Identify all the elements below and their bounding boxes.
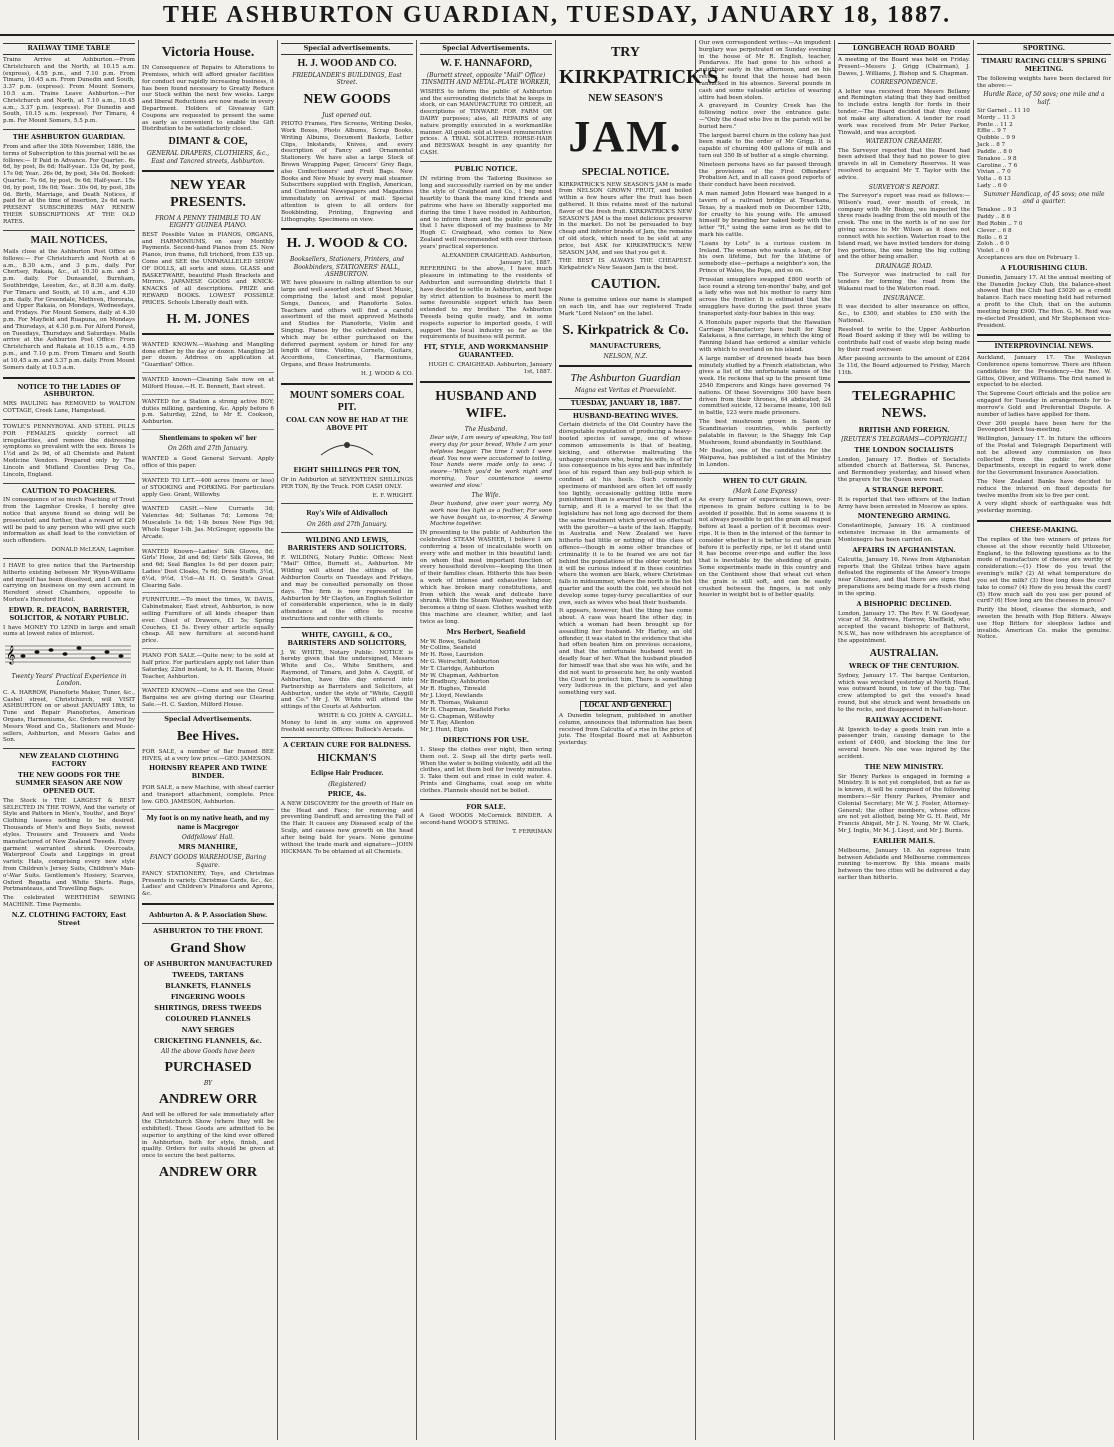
weight-entry: Zoloh .. 6 0 bbox=[977, 241, 1010, 248]
hickman-text: A NEW DISCOVERY for the growth of Hair on the Head and Face; for removing and preventing Dandruff, and arresting the Fall of the Hair. It causes any Diseased scalp of the Scalp, and causes new growth on the head after being bald for years. None genuine without the trade mark and signature—JOHN HICKMAN. To be obtained at all Chemists. bbox=[281, 800, 413, 855]
grand-show-foot: All the above Goods have been bbox=[161, 1047, 255, 1055]
caygill-text: J. W. WHITE, Notary Public. NOTICE is hereby given that the undersigned, Messrs White and Co., White Smithers, and Raymond, of Timaru, and John A. Caygill, of Ashburton, have this day entered into Partnership as Barristers and Solicitors, at Ashburton, under the style of "White, Caygill and Co." Mr J. W. White will attend the sittings of the Courts at Ashburton. bbox=[281, 649, 413, 711]
ladies-text: MRS PAULING has REMOVED to WALTON COTTAGE, Creek Lane, Hampstead. bbox=[3, 401, 135, 415]
drainage-label: DRAINAGE ROAD. bbox=[875, 263, 933, 271]
special-notice-text: KIRKPATRICK'S NEW SEASON'S JAM is made from NELSON GROWN FRUIT, and boiled within a few hours after the fruit has been gathered. It thus retains most of the natural flavor of the fresh fruit. KIRKPATRICK'S NEW SEASON'S JAM is the most delicious preserve in the market. Do not be persuaded to buy cheap and inferior brands of Jam, the remains of old stock, which need to be sold at any price, but ASK for KIRKPATRICK'S NEW SEASON JAM, and see that you get it. bbox=[559, 181, 692, 256]
wanted-ad: WANTED TO LET.—400 acres (more or less) of STOOKING and FORKING. For particulars apply Geo. Grant, Willowby. bbox=[142, 476, 274, 502]
price-label: PRICE, 4s. bbox=[327, 789, 367, 798]
local-item: Our own correspondent writes:—An impudent burglary was perpetrated on Sunday evening in the house of Mr R. English, teacher, Pendarves. He had gone to his school a neighbor early in the afternoon, and on his return he found that the house had been ransacked in his absence. Several pounds in cash and some valuable articles of wearing attire had been stolen. bbox=[699, 40, 831, 101]
new-season-label: NEW SEASON'S bbox=[588, 93, 663, 105]
column-3 bbox=[278, 40, 417, 1440]
agent-item: Mr H. Chapman, Seafield Forks bbox=[420, 706, 510, 713]
weight-entry: Quibble .. 9 9 bbox=[977, 135, 1016, 142]
divider bbox=[142, 333, 274, 335]
interprovincial-text: The Supreme Court officials and the police are engaged for Tuesday in arrangements for to-morrow's Gold and Preferential Dispute. A number of ladies have applied for them. bbox=[977, 391, 1111, 418]
piano-sale-ad: PIANO FOR SALE.—Quite new; to be sold at half price. For particulars apply not later than Saturday, 22nd instant, to A. H. Bacon, Music Teacher, Ashburton. bbox=[142, 651, 274, 684]
tweeds-item: BLANKETS, FLANNELS bbox=[165, 982, 251, 991]
public-notice-signature: ALEXANDER CRAIGHEAD. Ashburton, January 1st, 1887. bbox=[441, 252, 552, 266]
rail-accident-heading: RAILWAY ACCIDENT. bbox=[865, 715, 943, 724]
local-item: Prussian smugglers swapped £800 worth of lace round a strong ten-months' baby, and got a lady who was not his mother to carry him across the frontier. It is estimated that the smugglers have during the past three years transported sixty-four babies in this way. bbox=[699, 276, 831, 317]
divider bbox=[559, 365, 692, 367]
mail-heading: MAIL NOTICES. bbox=[30, 234, 108, 246]
new-goods-heading: NEW GOODS bbox=[303, 91, 391, 107]
road-board-text: After passing accounts to the amount of £264 3s 11d, the Board adjourned to Friday, March 11th. bbox=[838, 355, 970, 376]
divider bbox=[838, 381, 970, 383]
craighead-text: REFERRING to the above, I have much pleasure in intimating to the residents of Ashburton and surrounding districts that I have decided to settle in Ashburton, and hope by strict attention to business to merit the same favourable support which has been extended to my brother. The Ashburton Tweeds being quite ready, and in some respects superior to imported goods, I will support the local industry so far as the requirements of business will permit. bbox=[420, 266, 552, 341]
weight-entry: Mordy .. 11 3 bbox=[977, 114, 1016, 121]
column-4 bbox=[417, 40, 556, 1440]
special-heading: Special Advertisements. bbox=[420, 43, 552, 55]
divider bbox=[281, 383, 413, 385]
agent-item: Mr G. Weirschiff, Ashburton bbox=[420, 659, 500, 666]
victoria-house-heading: Victoria House. bbox=[161, 45, 255, 60]
weight-entry: Rollo .. 6 2 bbox=[977, 234, 1008, 241]
kirkpatrick-company: S. Kirkpatrick & Co. bbox=[562, 322, 689, 338]
beehives-heading: Bee Hives. bbox=[176, 728, 240, 744]
agents-heading: Mrs Herbert, Seafield bbox=[446, 627, 526, 636]
wood-sub-2: Booksellers, Stationers, Printers, and Bookbinders, STATIONERS' HALL, ASHBURTON. bbox=[290, 256, 404, 279]
tweeds-item: NAVY SERGES bbox=[181, 1025, 235, 1034]
local-item: A Honolulu paper reports that the Hawaiian Carriage Manufactory have built for King Kalakaua, a fine carriage, in which the king of Fanning Island has ordered a similar vehicle with which to overland on his island. bbox=[699, 319, 831, 353]
wanted-ad: WANTED Known—Ladies' Silk Gloves, 8d; Girls' Hose, 2d and 6d; Girls' Silk Gloves, 9d and 6d; Seal Bangles 1s 6d per dozen pair; Ladies' Dust Cloaks, 7s 6d; Dress Stuffs, 3½d, 6½d, 9½d, 1½d—At H. O. Smith's Great Clearing Sale. bbox=[142, 547, 274, 594]
hannaford-name: W. F. HANNAFORD, bbox=[440, 57, 532, 69]
local-item: Nineteen persons have so far passed through the provisions of the First Offenders' Probation Act, and in all cases good reports of their conduct have been received. bbox=[699, 161, 831, 189]
divider bbox=[420, 381, 552, 383]
wreck-text: Sydney, January 17. The barque Centurion, which was wrecked yesterday at North Head, was outward bound, in tow of the tug. The crew attempted to get the vessel's head round, but she struck and went broadside on to the rocks, and disappeared in half-an-hour. bbox=[838, 672, 970, 713]
wanted-ad: WANTED for a Station a strong active BOY; duties milking, gardening, &c. Apply before 6 p.m. Saturday, 22nd, to Mr E. Cookson, Ashburton. bbox=[142, 397, 274, 430]
roy-sub: On 26th and 27th January. bbox=[306, 520, 388, 528]
road-board-text: Resolved to write to the Upper Ashburton Road Board asking if they will be willing to contribute half cost of waste stop being made by their road overseer. bbox=[838, 326, 970, 354]
weights-list bbox=[977, 108, 1111, 135]
road-board-text: It was decided to alter insurance on office, &c., to £300, and stables to £50 with the National. bbox=[838, 304, 970, 324]
tweeds-list bbox=[142, 972, 274, 1045]
montenegro-text: Constantinople, January 16. A continued extensive increase in the armaments of Montenegro has been carried on. bbox=[838, 523, 970, 544]
andrew-orr-name-2: ANDREW ORR bbox=[158, 1165, 258, 1181]
sporting-sub: TIMARU RACING CLUB'S SPRING MEETING. bbox=[981, 56, 1107, 73]
local-item: The largest barrel churn in the colony has just been made to the order of Mr Grigg. It is capable of churning 400 gallons of milk and turn out 350 lb of butter at a single churning. bbox=[699, 132, 831, 159]
directions-text: 1. Steep the clothes over night, then wring them out. 2. Soap all the dirty parts well. When the water is boiling violently, add all the clothes, and let them boil for twenty minutes. 3. Take them out and rinse in cold water. 4. Prints and Ginghams, coat soap on white clothes. Flannels should not be boiled. bbox=[420, 746, 552, 794]
afghanistan-heading: AFFAIRS IN AFGHANISTAN. bbox=[852, 545, 956, 554]
husband-poem: Dear wife, I am weary of speaking, You toil every day for your bread, While I am your helpless beggar. The time I wish I were dead. You now were accustomed to toiling, Your hands were made only to sew; I swore—'Which you'd be work night and morning, Your countenance seems wearied and slow.' bbox=[430, 435, 552, 489]
divider bbox=[977, 334, 1111, 336]
poachers-signature: DONALD McLEAN, Lagmhor. bbox=[51, 547, 135, 554]
agent-item: Mr Collins, Seafield bbox=[420, 645, 477, 652]
weight-entry: Red Robin .. 7 0 bbox=[977, 221, 1023, 228]
columns bbox=[0, 40, 1114, 1440]
sporting-heading: SPORTING. bbox=[977, 43, 1111, 55]
try-label: TRY bbox=[610, 45, 641, 60]
hurdle-heading: Hurdle Race, of 50 sovs; one mile and a half. bbox=[983, 91, 1105, 106]
column-2 bbox=[139, 40, 278, 1440]
harrow-ad: C. A. HARROW, Pianoforte Maker, Tuner, &c., Cashel street, Christchurch, will VISIT ASHBURTON on or about JANUARY 18th, to Tune and Repair Pianofortes, American Organs, Harmoniums, &c. Orders received by Messrs Wood and Co., Stationers and Music-sellers, Ashburton, and Messrs Gates and Son. bbox=[3, 689, 135, 744]
weight-entry: Tenakoe .. 9 8 bbox=[977, 155, 1017, 162]
tweeds-item: SHIRTINGS, DRESS TWEEDS bbox=[154, 1003, 262, 1012]
road-board-heading: LONGBEACH ROAD BOARD bbox=[838, 43, 970, 55]
divider bbox=[3, 483, 135, 484]
divider bbox=[3, 377, 135, 379]
australian-heading: AUSTRALIAN. bbox=[869, 647, 939, 659]
creamery-label: WATERTON CREAMERY. bbox=[865, 138, 943, 146]
clothing-factory-sub: THE NEW GOODS FOR THE SUMMER SEASON ARE NOW OPENED OUT. bbox=[15, 771, 123, 795]
weight-entry: Vivian .. 7 0 bbox=[977, 169, 1011, 176]
husband-label: The Husband. bbox=[464, 425, 508, 433]
steam-washer-text: IN presenting to the public of Ashburton the celebrated STEAM WASHER, I believe I am conferring a boon of incalculable worth on every wife and mother in this beautiful land; on whom that most important function of every household devolves—keeping the linen of their families clean. Hitherto this has been a work of intense and exhaustive labour, which has broken many constitutions, and from which the weak and delicate have shrunk. With the Steam Washer, washing day becomes a thing of ease. Clothes washed with this machine are cleaner, whiter, and last twice as long. bbox=[420, 530, 552, 625]
weight-entry: Tenakoe .. 9 3 bbox=[977, 207, 1017, 214]
divider bbox=[281, 503, 413, 504]
directions-heading: DIRECTIONS FOR USE. bbox=[442, 735, 530, 744]
agent-item: Mr T. Claridge, Ashburton bbox=[420, 665, 495, 672]
hannaford-sub: (Burnett street, opposite "Mail" Office) TINSMITH AND METAL-PLATE WORKER, bbox=[421, 72, 551, 87]
weight-entry: Jack .. 8 7 bbox=[977, 142, 1006, 149]
public-notice-heading: PUBLIC NOTICE. bbox=[454, 164, 518, 173]
manhire-text: FANCY STATIONERY, Toys, and Christmas Presents in variety. Christmas Cards, &c., &c. Ladies' and Children's Pinafores and Aprons, &c. bbox=[142, 870, 274, 898]
caution-text: None is genuine unless our name is stamped on each tin, and has our registered Trade Mark "Lord Nelson" on the label. bbox=[559, 297, 692, 317]
weights-list bbox=[977, 135, 1111, 190]
by-label: BY bbox=[203, 1079, 213, 1087]
purchased-heading: PURCHASED bbox=[164, 1059, 252, 1075]
deacon-lend: I have MONEY TO LEND in large and small sums at lowest rates of interest. bbox=[3, 624, 135, 638]
wanted-ad: WANTED CASH.—New Currants 3d; Valencias 4d; Sultanas 7d; Lemons 7d; Muscatels 1s 6d; 1-lb boxes New Figs 9d; Whole Sugar 1-lb. Jas. McGregor, opposite the Arcade. bbox=[142, 504, 274, 544]
correspondence-label: CORRESPONDENCE. bbox=[870, 79, 938, 87]
divider bbox=[281, 532, 413, 533]
column-8 bbox=[974, 40, 1114, 1440]
railway-heading: RAILWAY TIME TABLE bbox=[3, 43, 135, 55]
coal-ornament bbox=[281, 435, 413, 464]
ladies-heading: NOTICE TO THE LADIES OF ASHBURTON. bbox=[17, 382, 121, 399]
ministry-heading: THE NEW MINISTRY. bbox=[864, 762, 944, 771]
local-item: The best mushroom grown in Saxon or Scandinavian countries, while perfectly palatable in flavour, is the Shaggy Ink Cap Mushroom, found abundantly in Southland. bbox=[699, 419, 831, 446]
dimant-name: DIMANT & COE, bbox=[168, 136, 248, 148]
divider bbox=[3, 230, 135, 231]
summer-heading: Summer Handicap, of 45 sovs; one mile and a quarter. bbox=[983, 190, 1105, 206]
insurance-label: INSURANCE. bbox=[883, 294, 925, 302]
hickman-name: HICKMAN'S bbox=[317, 753, 377, 765]
divider bbox=[281, 737, 413, 738]
nelson-label: NELSON, N.Z. bbox=[603, 352, 648, 360]
paper-nameplate: The Ashburton Guardian bbox=[570, 371, 681, 384]
interprovincial-heading: INTERPROVINCIAL NEWS. bbox=[977, 341, 1111, 353]
agent-item: Mr R. Hughes, Tinwald bbox=[420, 686, 486, 693]
andrew-orr-name: ANDREW ORR bbox=[158, 1092, 258, 1108]
poachers-heading: CAUTION TO POACHERS. bbox=[21, 486, 117, 495]
cheese-text: The replies of the two winners of prizes for cheese at the show recently held Uttoxeter, England, to the following questions as to the mode of manufacture of cheese are worthy of consideration:—(1) How do you treat the evening's milk? (2) At what temperature do you set the milk? (3) How long does the curd take to come? (4) How do you break the curd? (5) How much salt do you use per pound of curd? (6) How long are the cheeses in press? bbox=[977, 537, 1111, 605]
strange-heading: A STRANGE REPORT. bbox=[864, 485, 944, 494]
grand-show-heading: Grand Show bbox=[170, 941, 246, 957]
road-board-text: The Surveyor was instructed to call for tenders for forming the road from the Wakanui road to the Waterton road. bbox=[838, 272, 970, 293]
telegraphic-sub: BRITISH AND FOREIGN. bbox=[858, 425, 950, 434]
ministry-text: Sir Henry Parkes is engaged in forming a Ministry. It is not yet completed, but as far as is known, it will be composed of the following members:—Sir Henry Parkes, Premier and Colonial Secretary; Mr W. J. Foster, Attorney-General; the other members, whose offices are not yet allotted, being Mr G. H. Reid, Mr Francis Abigail, Mr J. N. Young, Mr W. Clark, Mr J. Inglis, Mr M. J. Lloyd, and Mr J. Burns. bbox=[838, 773, 970, 834]
wood-sub: FRIEDLANDER'S BUILDINGS, East Street. bbox=[292, 72, 402, 87]
acceptances-text: Acceptances are due on February 1. bbox=[977, 255, 1080, 262]
afghanistan-text: Calcutta, January 16. News from Afghanistan reports that the Ghilzai tribes have again defeated the regiments of the Ameer's troops near Ghuznee, and that there are signs that preparations are being made for a fresh rising in the spring. bbox=[838, 556, 970, 597]
divider bbox=[977, 520, 1111, 522]
wood-heading: H. J. WOOD AND CO. bbox=[297, 57, 397, 69]
svg-text:𝄞: 𝄞 bbox=[6, 645, 16, 665]
divider bbox=[142, 903, 274, 905]
road-board-text: The Surveyor reported that the Board had been advised that they had no power to give gravels in all in Cemetery Reserves. It was resolved to acquaint Mr T. Taylor with the advice. bbox=[838, 147, 970, 181]
guardian-heading: THE ASHBURTON GUARDIAN. bbox=[12, 133, 126, 142]
weight-entry: Paddy .. 8 6 bbox=[977, 214, 1011, 221]
grain-text: As every farmer of experience knows, over-ripeness in grain before cutting is to be avoided if possible. But in some seasons it is not always possible to get the grain all reaped before at least a portion of it becomes over-ripe. It is then in the interest of the farmer to consider whether it is better to cut the grain before it is perfectly ripe, or let it stand until it has become over-ripe and suffer the loss that is inevitable by the shedding of grain. Some experiments made in this country and on the Continent show that wheat cut when the grain is still soft, and can be easily crushed between the fingers, is not only heavier in weight but is of better quality. bbox=[699, 496, 831, 599]
wood-text-2: WE have pleasure in calling attention to our large and well assorted stock of Sheet Music, comprising the latest and most popular Songs, Dances, and Pianoforte Solos. Teachers and others will find a careful assortment of the most approved Methods and Studies for Pianoforte, Violin and Singing. Pianos by the celebrated makers, which may be either purchased on the deferred payment system or hired for any length of time. Violins, Cornets, Guitars, Accordions, Concertinas, Harmoniums, Organs, and Brass Instruments. bbox=[281, 280, 413, 369]
local-general-text: A Dunedin telegram, published in another column, announces that information has been received from Calcutta of a rise in the price of jute. The Hospital Board met at Ashburton yesterday. bbox=[559, 712, 692, 747]
interprovincial-text: Wellington, January 17. In future the officers of the Postal and Telegraph Department will not be allowed any commission on fees collected from the public for other Departments, except in regard to work done for the Government Insurance Association. bbox=[977, 436, 1111, 477]
bishopric-heading: A BISHOPRIC DECLINED. bbox=[856, 599, 952, 608]
weight-entry: Violet .. 6 0 bbox=[977, 248, 1010, 255]
footer-text: Purify the blood, cleanse the stomach, and sweeten the breath with Hop Bitters. Always use Hop Bitters for sleepless ladies and invalids. American Co. make the genuine. Notice. bbox=[977, 607, 1111, 641]
coal-heading: MOUNT SOMERS COAL PIT. bbox=[289, 389, 405, 413]
forsale-signature: T. FERRIMAN bbox=[512, 829, 552, 836]
wanted-ad: WANTED known—Cleaning Sale now on at Milford House.—H. E. Bennett, East street. bbox=[142, 375, 274, 395]
tweeds-item: FINGERING WOOLS bbox=[170, 992, 246, 1001]
poachers-text: IN consequence of so much Poaching of Trout from the Lagmhor Creeks, I hereby give notice that anyone found so doing will be prosecuted; and further, that a reward of £20 will be paid to any person who will give such information as shall lead to the conviction of such offenders. bbox=[3, 497, 135, 545]
craighead-signature: HUGH C. CRAIGHEAD. Ashburton, January 1st, 1887. bbox=[428, 362, 552, 375]
grand-show-sub: OF ASHBURTON MANUFACTURED bbox=[143, 960, 273, 969]
column-6 bbox=[696, 40, 835, 1440]
wanted-ad: WANTED a Good General Servant. Apply office of this paper. bbox=[142, 454, 274, 474]
local-item: A large number of drowned heads has been minutely studied by a French statistician, who gives a list of the unfortunate names of the week. He reckons that up to the present time 2540 Emperors and Kings have governed 74 nations. Of these Sovereigns 300 have been driven from their thrones, 64 abdicated, 24 committed suicide, 12 became insane, 100 fell in battle, 123 were made prisoners. bbox=[699, 355, 831, 417]
foot-sub: Oddfellows' Hall. bbox=[181, 833, 235, 841]
weight-entry: Sir Garnet .. 11 10 bbox=[977, 108, 1030, 115]
dimant-sub: GENERAL DRAPERS, CLOTHIERS, &c., East and Tancred streets, Ashburton. bbox=[146, 150, 270, 165]
orr-text: And will be offered for sale immediately after the Christchurch Show (where they will be exhibited). These Goods are admitted to be superior to anything of the kind ever offered in Ashburton, both for style, finish, and quality. Orders for suits should be given at once to secure the best patterns. bbox=[142, 1112, 274, 1160]
wanted-ad: WANTED KNOWN.—Come and see the Great Bargains we are giving during our Clearing Sale.—H. C. Saxton, Milford House. bbox=[142, 686, 274, 712]
agent-item: Mr T. Ray, Allenton bbox=[420, 720, 475, 727]
front-heading: ASHBURTON TO THE FRONT. bbox=[153, 927, 263, 936]
special-heading: Special Advertisements. bbox=[164, 714, 252, 723]
mails-text: Melbourne, January 18. An express train between Adelaide and Melbourne commences running to-morrow. By this means mails between the two cities will be delivered a day earlier than hitherto. bbox=[838, 847, 970, 881]
jam-heading: JAM. bbox=[568, 111, 683, 161]
jones-name: H. M. JONES bbox=[166, 311, 250, 327]
special-notice-heading: SPECIAL NOTICE. bbox=[581, 167, 670, 179]
presents-text: BEST Possible Value in PIANOS, ORGANS, and HARMONIUMS, on easy Monthly Payments. Second-hand Pianos from £5. New Pianos, iron frame, full trichord, from £35 up. Come and SEE the UNPARALLELED SHOW OF DOLLS, all sorts and sizes. GLASS and BASKETWARE, beautiful Plush Brackets and Mirrors. JAPANESE GOODS and KNICK-KNACKS of all descriptions. PRIZE and REWARD BOOKS. LOWEST POSSIBLE PRICES. Schools Liberally dealt with. bbox=[142, 231, 274, 306]
craighead-tagline: FIT, STYLE, AND WORKMANSHIP GUARANTEED. bbox=[423, 343, 549, 360]
weights-list bbox=[977, 207, 1111, 255]
pastoral-heading: Ashburton A. & P. Association Show. bbox=[148, 910, 268, 920]
forsale-heading: FOR SALE. bbox=[466, 802, 506, 811]
agent-item: Mr W. Bowe, Seafield bbox=[420, 638, 481, 645]
interprovincial-text: Auckland, January 17. The Wesleyan Conference opens tomorrow. There are fifteen candidates for the Presidency—the Rev. W. Gittos, Oliver, and Williams. The first named is expected to be elected. bbox=[977, 355, 1111, 389]
agent-item: Mr Bradbury, Ashburton bbox=[420, 679, 490, 686]
caygill-signature: WHITE & CO. JOHN A. CAYGILL. bbox=[318, 712, 413, 719]
wreck-heading: WRECK OF THE CENTURION. bbox=[849, 661, 959, 670]
wood-signature: H. J. WOOD & CO. bbox=[360, 370, 413, 377]
column-1 bbox=[0, 40, 139, 1440]
agent-item: Mr H. Rose, Lauriston bbox=[420, 652, 484, 659]
coal-price: EIGHT SHILLINGS PER TON, bbox=[293, 466, 401, 474]
mails-heading: EARLIER MAILS. bbox=[872, 836, 936, 845]
agent-item: Mr W. Chapman, Ashburton bbox=[420, 672, 499, 679]
masthead bbox=[0, 0, 1114, 38]
victoria-house-text: IN Consequence of Repairs to Alterations to Premises, which will afford greater facilities for conduct our rapidly increasing business, it has been found necessary to Greatly Reduce our Stock within the next few weeks. Large and liberal Reductions are now made in every Department. Holders of Giveaway Gift Coupons are requested to present the same as early as convenient to enable the Gift Distribution to be satisfactorily closed. bbox=[142, 65, 274, 133]
caygill-heading: WHITE, CAYGILL, & CO., BARRISTERS AND SOLICITORS, bbox=[287, 630, 407, 647]
registered-label: (Registered) bbox=[328, 780, 366, 788]
editorial-text: Certain districts of the Old Country have the disreputable reputation of producing a heavy-booted species of savage, one of whose common amusements is that of beating, kicking, and otherwise maltreating the unhappy creature who, being his wife, is of far less consequence in his eyes and has infinitely less of his regard than any bull-pup which is confined at his heels. Such commonly specimens of manhood are often let off easily too lightly, occasionally getting little more punishment than is awarded for the theft of a turnip, and it is a marvel to us that the legislature has not long ago decreed for them the same treatment which proved so effectual with the garotter—a taste of the lash. Happily, in Australia and New Zealand we have hitherto had little or nothing of this class of offence—though in some other branches of criminality it is to be feared we are not far behind the populations of the older world; but it will be curious indeed if in these countries where the women are black, where Christmas falls in midsummer, where the north is the hot quarter and the south the cold, we should not develop some topsy-turvy peculiarities of our own, such as wives who beat their husbands. bbox=[559, 422, 692, 606]
grain-heading: WHEN TO CUT GRAIN. bbox=[722, 476, 808, 485]
manhire-name: MRS MANHIRE, bbox=[178, 843, 238, 852]
foot-heading: My foot is on my native heath, and my name is Macgregor bbox=[146, 812, 270, 831]
hannaford-text: WISHES to inform the public of Ashburton and the surrounding districts that he keeps in stock, or can MANUFACTURE TO ORDER, all descriptions of TINWARE FOR FARM OR DAIRY purposes; also, all REPAIRS of any nature promptly executed in a workmanlike manner. All goods sold at lowest remunerative prices. A TRIAL SOLICITED. HORSE-HAIR and BEESWAX bought in any quantity for CASH. bbox=[420, 88, 552, 157]
music-caption: Twenty Years' Practical Experience in London. bbox=[11, 673, 127, 688]
mail-text: Mails close at the Ashburton Post Office as follows:— For Christchurch and North at 6 a.m., 8.30 a.m., and 3 p.m., daily. For Chertsey, Rakaia, &c., at 10.30 a.m. and 3 p.m. daily. For Dunsandel, Burnham, Southbridge, Leeston, &c., at 8.30 a.m. daily. For Timaru and South, at 10 a.m., and 4.30 p.m. daily. For Greendale, Methven, Hororata, and Upper Rakaia, on Mondays, Wednesdays, and Fridays. For Mount Somers, daily at 4.30 p.m. For Mayfield and Ruapuna, on Mondays and Thursdays, at 4.30 p.m. For Alford Forest, on Tuesdays, Thursdays and Saturdays. Mails arrive at the Ashburton Post Office: From Christchurch and Rakaia at 10.15 a.m., 4.55 p.m., and 7.10 p.m. From Timaru and South at 10.45 a.m. and 3.37 p.m. daily. From Mount Somers daily at 10.5 a.m. bbox=[3, 248, 135, 371]
kirkpatrick-heading: KIRKPATRICK'S bbox=[559, 66, 719, 89]
towles-ad: TOWLE'S PENNYROYAL AND STEEL PILLS FOR FEMALES quickly correct all irregularities, and remove the distressing symptoms so prevalent with the sex. Boxes 1s 1½d and 2s 9d, of all Chemists and Patent Medicine Vendors. Prepared only by The Lincoln and Midland Counties Drug Co., Lincoln, England. bbox=[3, 424, 135, 478]
local-item: A graveyard in Country Creek has the following notice over the entrance gate:—"Only the dead who live in the parish will be buried here." bbox=[699, 103, 831, 130]
public-notice-text: IN retiring from the Tailoring Business so long and successfully carried on by me under the style of Craighead and Co., I beg most heartily to thank the many kind friends and patrons who have so liberally supported me during the time I have resided in Ashburton, and to inform them and the public generally that I have disposed of my business to Mr Hugh C. Craighead, who comes to New Zealand well recommended with over thirteen years' practical experience. bbox=[420, 175, 552, 250]
clothing-factory-signature: N.Z. CLOTHING FACTORY, East Street bbox=[11, 910, 127, 927]
wood-text: PHOTO Frames, Fire Screens, Writing Desks, Work Boxes, Photo Albums, Scrap Books, Writing Albums, Document Baskets, Letter Clips, Inkstands, Knives, and every description of Fancy and Ornamental Stationery. We have also a large Stock of Brown Wrapping Paper, Grocers' Grey Bags, also Confectioners' and Fruit Bags. New Books and New Music by every mail steamer. Subscribers supplied with English, American, and Continental Newspapers and Magazines immediately on arrival of mail. Special attention is given to all orders for Bookbinding, Printing, Engraving and Lithography. Specimens on view. bbox=[281, 121, 413, 223]
weight-entry: Effie .. 9 7 bbox=[977, 128, 1007, 135]
divider bbox=[281, 228, 413, 230]
bishopric-text: London, January 17. The Rev. F. W. Goodyear, vicar of St. Andrews, Harrow, Sheffield, who accepted the vacant bishopric of Bathurst, N.S.W., has now withdrawn his acceptance of the appointment. bbox=[838, 610, 970, 644]
divider bbox=[420, 799, 552, 800]
divider bbox=[3, 129, 135, 130]
special-heading: Special advertisements. bbox=[281, 43, 413, 55]
forsale-ad: FOR SALE, a new Machine, with sheaf carrier and transport attachment, complete. Price low. GEO. JAMESON, Ashburton. bbox=[142, 783, 274, 809]
baldness-heading: A CERTAIN CURE FOR BALDNESS. bbox=[283, 741, 411, 750]
interprovincial-text: Over 200 people have been here for the Devonport block tea-meeting. bbox=[977, 420, 1111, 434]
agent-item: Mr R. Thomas, Wakanui bbox=[420, 699, 489, 706]
telegraphic-heading: TELEGRAPHIC NEWS. bbox=[852, 389, 956, 422]
grain-source: (Mark Lane Express) bbox=[733, 487, 797, 495]
editorial-text-2: It appears, however, that the thing has come about. A case was heard the other day, in which a woman had been brought up for assaulting her husband. Mr Harley, an old offender, it was stated in the evidence that she had often beaten him on previous occasions, and that the unfortunate husband went in deadly fear of her. What the husband pleaded for himself was that she was his wife, and he did not want to prosecute her, he only wanted the Court to protect him. There is something very ludicrous in the picture, and yet also something very sad. bbox=[559, 608, 692, 697]
money-text: Money to lend in any sums on approved freehold security. Offices: Bullock's Arcade. bbox=[281, 719, 413, 733]
road-board-text: A meeting of the Board was held on Friday. Present—Messrs J. Grigg (Chairman), J. Dawes, J. Williams, J. Bishop and S. Chapman. bbox=[838, 56, 970, 77]
manufacturers-label: MANUFACTURERS, bbox=[589, 341, 662, 350]
deacon-name: EDWD. R. DEACON, BARRISTER, SOLICITOR, & NOTARY PUBLIC. bbox=[8, 605, 130, 622]
divider bbox=[3, 748, 135, 749]
clothing-factory-text: The Stock is THE LARGEST & BEST SELECTED IN THE TOWN, And the variety of Style and Pattern in Men's, Youths', and Boys' Clothing leaves nothing to be desired. Thousands of Men's and Boys Suits, newest styles. Trousers and Trousers and Vests manufactured of New Zealand Tweeds. Every garment warranted shrunk. Overcoats, Waterproof Coats and Leggings in great variety. Hats, comprising every new style from Children's Jersey Suits, Children's Man-o'-War Suits. Gentlemen's Hosiery, Scarves, Oxford Regatta and White Shirts. Rugs, Portmanteaus, and Travelling Bags. bbox=[3, 797, 135, 893]
socialists-heading: THE LONDON SOCIALISTS bbox=[854, 445, 954, 454]
roy-heading: Roy's Wife of Aldivalloch bbox=[306, 508, 388, 518]
coal-signature: E. F. WRIGHT. bbox=[372, 492, 413, 499]
cheese-heading: CHEESE-MAKING. bbox=[1009, 526, 1079, 535]
tweeds-item: COLOURED FLANNELS bbox=[165, 1014, 251, 1023]
wanted-ad: WANTED KNOWN.—Washing and Mangling done either by the day or dozen. Mangling 3d per dozen. Address on application at "Guardian" Office. bbox=[142, 340, 274, 373]
rail-accident-text: At Ipswich to-day a goods train ran into a passenger train, causing damage to the extent of £400, and blocking the line for several hours. No one was injured by the accident. bbox=[838, 726, 970, 760]
divider bbox=[281, 627, 413, 628]
road-board-text: The Surveyor's report was read as follows:—Wilson's road, over mouth of creek, in company with Mr Bishop, we inspected the three roads leading from the old mouth of the creek. The one in the north is of no use for giving access to Mr Wilson as it does not connect with his section. Waterton road to the Island road, we have invited tenders for doing two portions, the one being the big cutting and the other being smaller. bbox=[838, 193, 970, 261]
masthead-rule bbox=[0, 34, 1114, 36]
montenegro-heading: MONTENEGRO ARMING. bbox=[857, 512, 951, 521]
eclipse-heading: Eclipse Hair Producer. bbox=[310, 768, 384, 778]
road-board-text: A letter was received from Messrs Bellamy and Remington stating that they had omitted to include extra length for fords in their tender.—The Board decided that they could not make any alteration. A tender for road work was received from Mr Peter Parker, Tinwald, and was accepted. bbox=[838, 88, 970, 136]
column-5 bbox=[556, 40, 719, 1440]
wood-heading-2: H. J. WOOD & CO. bbox=[286, 236, 408, 252]
divider bbox=[3, 558, 135, 559]
local-item: Mr Beaton, one of the candidates for the Waipawa, has published a list of the Ministry in London. bbox=[699, 448, 831, 468]
sporting-text: The following weights have been declared for the above:— bbox=[977, 75, 1111, 89]
shentlemans-heading: Shentlemans to spoken wi' her bbox=[159, 432, 257, 442]
music-score-illustration bbox=[3, 641, 135, 670]
divider bbox=[142, 170, 274, 172]
wilding-heading: WILDING AND LEWIS, BARRISTERS AND SOLICITORS. bbox=[287, 535, 407, 552]
clothing-factory-heading: NEW ZEALAND CLOTHING FACTORY bbox=[19, 752, 119, 769]
paper-date: TUESDAY, JANUARY 18, 1887. bbox=[559, 398, 692, 410]
interprovincial-text: The New Zealand Banks have decided to reduce the interest on fixed deposits for twelve months from six to five per cent. bbox=[977, 479, 1111, 499]
weight-entry: Lady .. 6 0 bbox=[977, 182, 1007, 189]
press-label: [REUTER'S TELEGRAMS—COPYRIGHT.] bbox=[841, 436, 967, 444]
divider bbox=[699, 473, 831, 474]
divider bbox=[3, 419, 135, 420]
interprovincial-text: A very slight shock of earthquake was felt yesterday morning. bbox=[977, 501, 1111, 515]
presents-sub: FROM A PENNY THIMBLE TO AN EIGHTY GUINEA PIANO. bbox=[155, 215, 261, 230]
beehives-text: FOR SALE, a number of Bar framed BEE HIVES, at a very low price.—GEO. JAMESON. bbox=[142, 748, 274, 762]
weight-entry: Paddle .. 8 0 bbox=[977, 148, 1013, 155]
tweeds-item: CRICKETING FLANNELS, &c. bbox=[154, 1036, 262, 1045]
manhire-sub: FANCY GOODS WAREHOUSE, Baring Square. bbox=[149, 854, 267, 869]
furniture-ad: FURNITURE.—To meet the times, W. DAVIS, Cabinetmaker, East street, Ashburton, is now selling Furniture of all kinds cheaper than ever. Chest of Drawers, £1 5s; Spring Couches, £1 5s. Every other article equally cheap. All new furniture at second-hand price. bbox=[142, 595, 274, 649]
agent-item: Mr G. Chapman, Willowby bbox=[420, 713, 495, 720]
divider bbox=[142, 923, 274, 924]
column-7 bbox=[835, 40, 974, 1440]
best-text: THE BEST IS ALWAYS THE CHEAPEST. Kirkpatrick's New Season Jam is the best. bbox=[559, 258, 692, 272]
survey-label: SURVEYOR'S REPORT. bbox=[868, 183, 940, 191]
tweeds-item: TWEEDS, TARTANS bbox=[172, 971, 244, 980]
clothing-factory-foot: The celebrated WERTHEIM SEWING MACHINE. Time Payments. bbox=[3, 895, 135, 908]
divider bbox=[420, 161, 552, 162]
strange-text: It is reported that two officers of the Indian Army have been arrested in Moscow as spies. bbox=[838, 496, 970, 510]
local-item: "Loans by Lots" is a curious custom in Ireland. The woman who wants a loan, or for his own lifetime, but for the lifetime of somebody else—perhaps a neighbor's son, the Prince of Wales, the Pope, and so on. bbox=[699, 240, 831, 274]
editorial-heading: HUSBAND-BEATING WIVES. bbox=[572, 411, 679, 420]
wife-label: The Wife. bbox=[471, 491, 501, 499]
wife-poem: Dear husband, give over your worry, My work now lies light as a feather, For soon we have bought us, to-morrow, A Sewing Machine together. bbox=[430, 501, 552, 528]
new-goods-sub: Just opened out. bbox=[322, 111, 372, 119]
agent-item: Mr J. Hunt, Elgin bbox=[420, 727, 469, 734]
flourishing-text: Dunedin, January 17. At the annual meeting of the Dunedin Jockey Club, the balance-sheet showed that the Club had £3020 as a credit balance. Each race meeting held had returned a profit to the Club, that on the autumn meeting being £900. The Hon. G. M. Reid was re-elected President, and Mr Stephenson vice-President. bbox=[977, 274, 1111, 329]
weight-entry: Ponte .. 11 2 bbox=[977, 121, 1013, 128]
husband-wife-heading: HUSBAND AND WIFE. bbox=[435, 388, 537, 421]
paper-motto: Magna est Veritas et Praevalebit. bbox=[574, 387, 677, 395]
local-item: A man named John Howard was hanged in a tavern of a railroad bridge at Texarkana, Texas, by a masked mob on December 12th, for cruelty to his young wife. He amused himself by branding her naked body with the letter "H," using the same iron as he did to mark his cattle. bbox=[699, 191, 831, 238]
wilding-text: F. WILDING, Notary Public. Offices: Next "Mail" Office, Burnett st., Ashburton. Mr Wilding will attend the sittings of the Ashburton Courts on Tuesdays and Fridays, and may be consulted personally on those days. The firm is now represented in Ashburton by Mr Clayton, an English Solicitor of considerable experience, who is in daily attendance at the office to receive instructions and confer with clients. bbox=[281, 554, 413, 622]
weight-entry: Caroline .. 7 6 bbox=[977, 162, 1018, 169]
masthead-title: THE ASHBURTON GUARDIAN, TUESDAY, JANUARY 18, 1887. bbox=[162, 2, 952, 28]
agent-item: Mr J. Lloyd, Newlands bbox=[420, 693, 483, 700]
coal-sub: COAL CAN NOW BE HAD AT THE ABOVE PIT bbox=[286, 416, 408, 432]
presents-heading: NEW YEAR PRESENTS. bbox=[170, 178, 246, 211]
deacon-notice: I HAVE to give notice that the Partnership hitherto existing between Mr Wynn-Williams and myself has been dissolved, and I am now carrying on business on my own account in Hereford street Chambers, opposite to Morten's Hereford Hotel. bbox=[3, 562, 135, 603]
coal-text: Or in Ashburton at SEVENTEEN SHILLINGS PER TON, By the Truck. FOR CASH ONLY. bbox=[281, 476, 413, 490]
shentlemans-sub: On 26th and 27th January. bbox=[167, 445, 249, 453]
agents-list bbox=[420, 639, 552, 734]
flourishing-heading: A FLOURISHING CLUB. bbox=[1000, 263, 1088, 272]
socialists-text: London, January 17. Bodies of Socialists attended church at Battersea, St. Pancras, and Bermondsey yesterday, and hissed when the prayers for the Queen were read. bbox=[838, 456, 970, 484]
weight-entry: Clever .. 6 8 bbox=[977, 227, 1012, 234]
caution-heading: CAUTION. bbox=[590, 277, 661, 293]
railway-text: Trains Arrive at Ashburton.—From Christchurch and the North, at 10.15 a.m. (express), 4.55 p.m., and 7.10 p.m. From Timaru, 10.45 a.m. From Dunedin and South, 3.37 p.m. (express). From Mount Somers, 10.5 a.m. Trains Leave Ashburton.—For Christchurch and North, at 7.10 a.m., 10.45 a.m., 3.37 p.m. (express). For Dunedin and South, 10.15 a.m. (express). For Timaru, 4 p.m. For Mount Somers, 5.5 p.m. bbox=[3, 56, 135, 125]
local-general-heading: LOCAL AND GENERAL bbox=[580, 701, 671, 711]
guardian-terms: From and after the 30th November, 1886, the terms of Subscription to this journal will be as follows:— If Paid in Advance. For Quarter.. 6s 6d, by post, 8s 6d; Half-year.. 13s 0d, by post, 17s 0d; Year.. 26s 0d, by post, 34s 0d. Booked: Quarter.. 7s 6d, by post, 9s 6d; Half-year.. 15s 0d, by post, 19s 0d; Year.. 30s 0d, by post, 38s 0d. Birth, Marriage, and Death Notices, if paid for at the time of insertion, 2s 6d each. PRESENT SUBSCRIBERS MAY RENEW THEIR SUBSCRIPTIONS AT THE OLD RATES. bbox=[3, 143, 135, 225]
forsale-text: A Good WOODS McCormick BINDER. A second-hand WOOD'S STRING. bbox=[420, 813, 552, 827]
weight-entry: Volta .. 6 13 bbox=[977, 176, 1011, 183]
hornsby-heading: HORNSBY REAPER AND TWINE BINDER. bbox=[149, 764, 267, 781]
